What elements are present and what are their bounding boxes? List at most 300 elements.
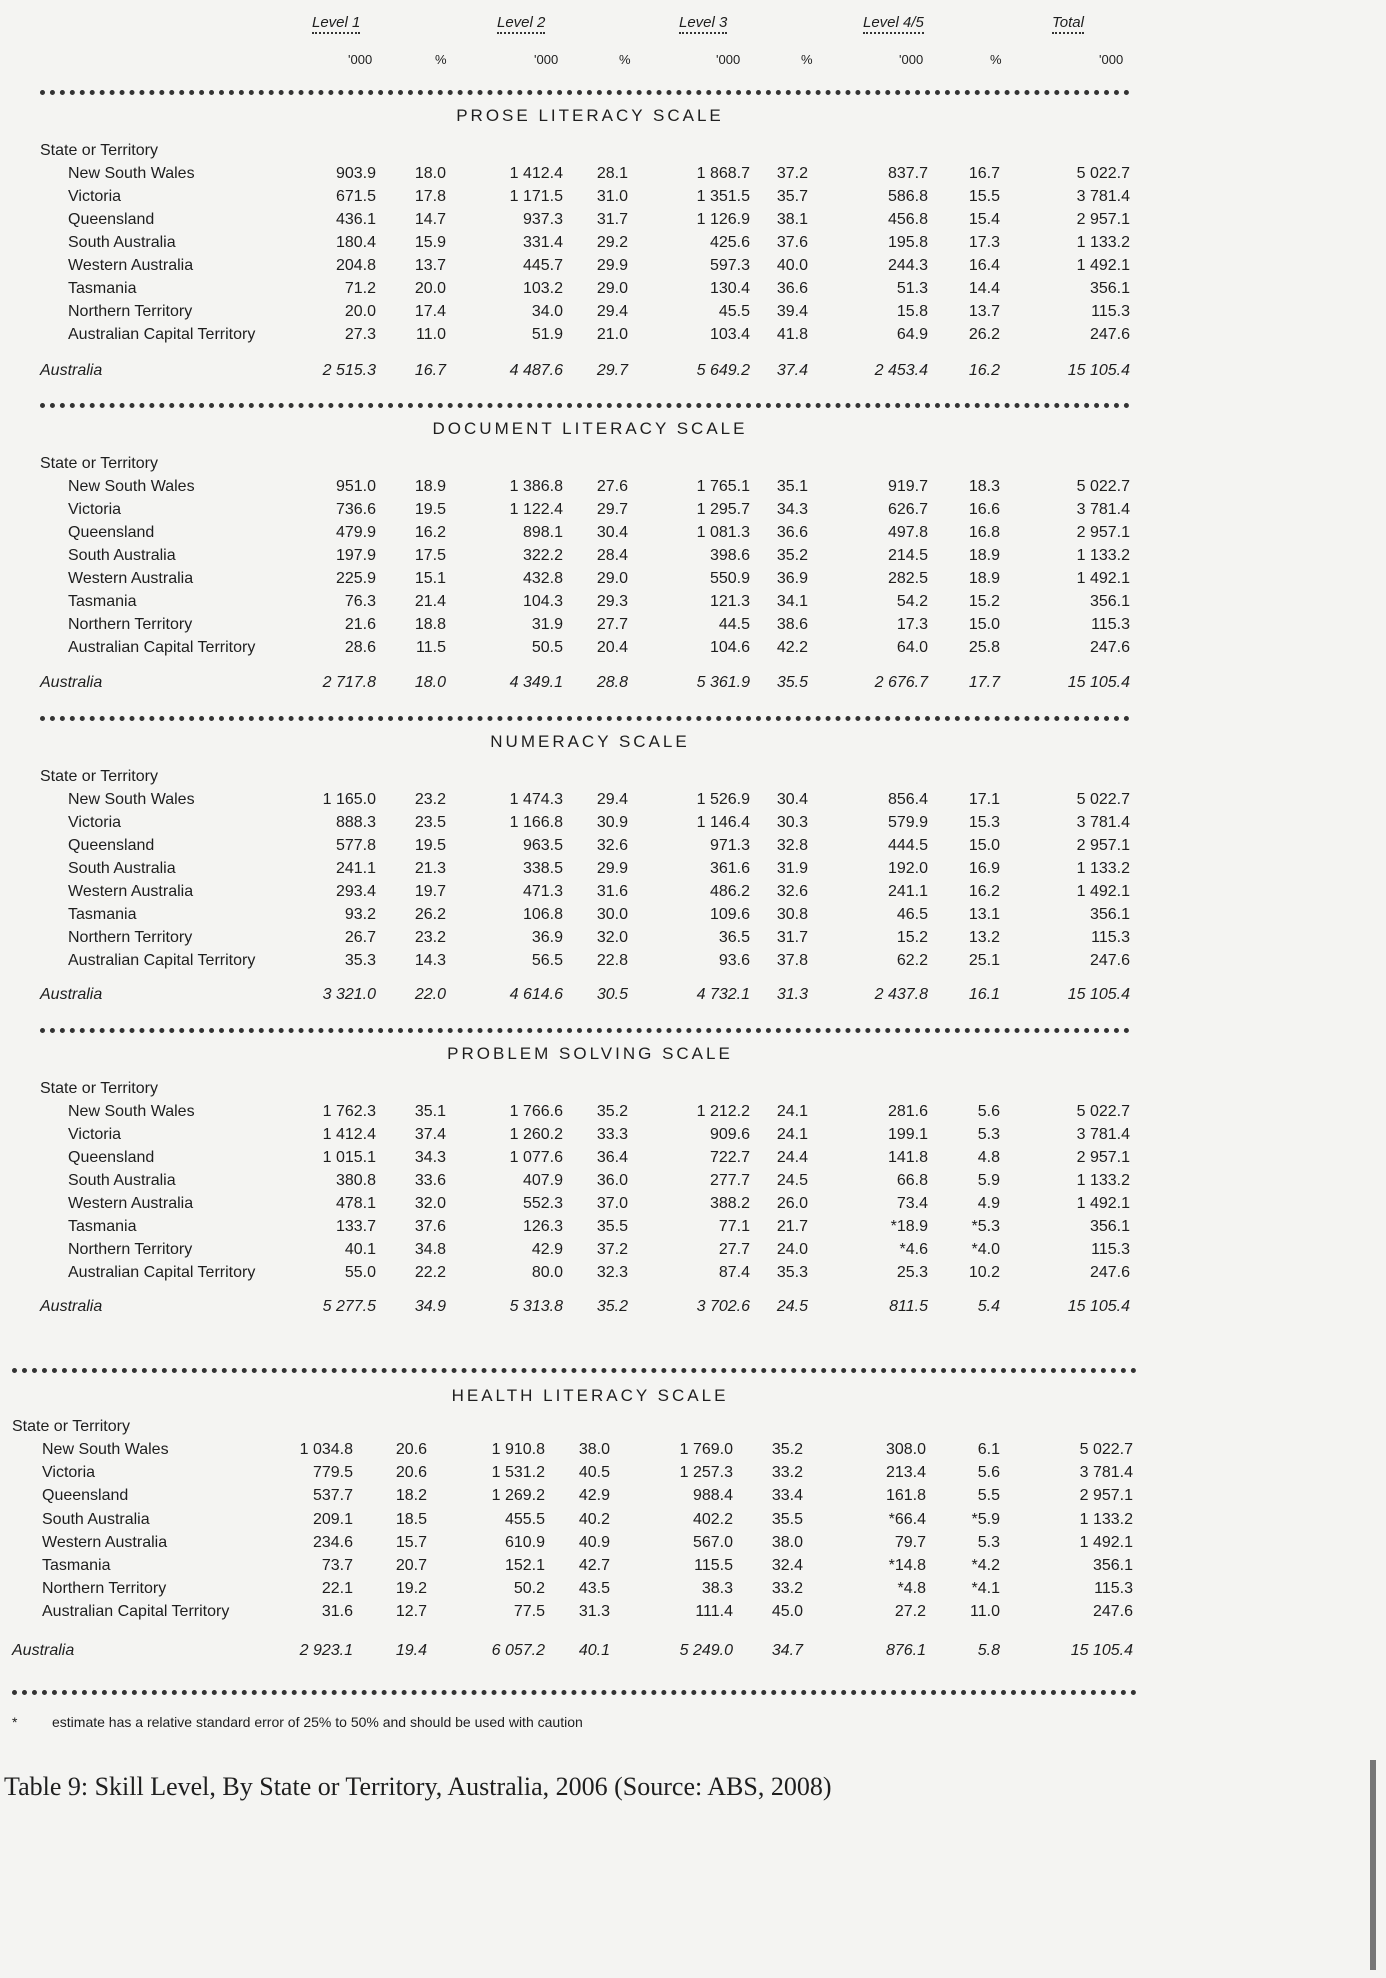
table-cell: 77.5 — [513, 1603, 545, 1620]
table-cell: 1 910.8 — [491, 1441, 545, 1458]
table-cell: 13.2 — [968, 929, 1000, 946]
table-cell: 37.2 — [776, 165, 808, 182]
table-cell: 2 453.4 — [874, 362, 928, 379]
table-cell: 356.1 — [1089, 906, 1130, 923]
table-cell: 35.1 — [776, 478, 808, 495]
table-cell: 21.6 — [344, 616, 376, 633]
table-row — [0, 478, 1386, 500]
table-cell: 2 515.3 — [322, 362, 376, 379]
table-cell: 35.2 — [771, 1441, 803, 1458]
table-cell: 1 081.3 — [696, 524, 750, 541]
table-cell: 811.5 — [889, 1298, 928, 1315]
table-cell: 3 702.6 — [696, 1298, 750, 1315]
table-cell: 1 269.2 — [491, 1487, 545, 1504]
table-cell: 80.0 — [531, 1264, 563, 1281]
table-cell: *5.3 — [971, 1218, 1000, 1235]
table-row — [0, 280, 1386, 302]
table-cell: 32.0 — [414, 1195, 446, 1212]
table-cell: 24.0 — [776, 1241, 808, 1258]
table-cell: 247.6 — [1089, 1264, 1130, 1281]
table-cell: *18.9 — [890, 1218, 928, 1235]
table-caption: Table 9: Skill Level, By State or Territory, Australia, 2006 (Source: ABS, 2008) — [4, 1772, 832, 1801]
table-cell: 919.7 — [887, 478, 928, 495]
table-cell: 34.8 — [414, 1241, 446, 1258]
table-cell: 2 957.1 — [1076, 524, 1130, 541]
table-cell: 241.1 — [335, 860, 376, 877]
table-cell: 30.8 — [776, 906, 808, 923]
table-row — [0, 883, 1386, 905]
table-cell: 38.0 — [771, 1534, 803, 1551]
table-row — [0, 1487, 1386, 1509]
table-cell: 5.5 — [977, 1487, 1000, 1504]
table-cell: 36.9 — [531, 929, 563, 946]
table-cell: 2 676.7 — [874, 674, 928, 691]
table-cell: 195.8 — [887, 234, 928, 251]
table-cell: *4.1 — [971, 1580, 1000, 1597]
table-cell: 36.6 — [776, 280, 808, 297]
table-cell: 4.8 — [977, 1149, 1000, 1166]
table-cell: 15.2 — [896, 929, 928, 946]
table-cell: 27.2 — [894, 1603, 926, 1620]
table-cell: 2 957.1 — [1076, 1149, 1130, 1166]
table-cell: 24.5 — [776, 1172, 808, 1189]
table-cell: 17.3 — [968, 234, 1000, 251]
table-cell: 18.9 — [968, 570, 1000, 587]
table-cell: 1 762.3 — [322, 1103, 376, 1120]
table-cell: 152.1 — [504, 1557, 545, 1574]
table-cell: 62.2 — [896, 952, 928, 969]
table-cell: 963.5 — [522, 837, 563, 854]
table-cell: 133.7 — [335, 1218, 376, 1235]
table-cell: 779.5 — [312, 1464, 353, 1481]
table-cell: 27.7 — [718, 1241, 750, 1258]
table-cell: 356.1 — [1089, 280, 1130, 297]
section-divider — [40, 1028, 1130, 1033]
table-cell: 16.9 — [968, 860, 1000, 877]
header-level-2: Level 2 — [497, 14, 545, 31]
table-cell: 445.7 — [522, 257, 563, 274]
total-row-label: Australia — [40, 986, 103, 1003]
table-cell: 14.4 — [968, 280, 1000, 297]
table-cell: 898.1 — [522, 524, 563, 541]
table-row — [0, 1149, 1386, 1171]
table-cell: 73.4 — [896, 1195, 928, 1212]
table-cell: 35.5 — [771, 1511, 803, 1528]
table-cell: 4.9 — [977, 1195, 1000, 1212]
table-cell: 115.5 — [694, 1557, 733, 1574]
section-divider — [40, 403, 1130, 408]
table-cell: 4 614.6 — [509, 986, 563, 1003]
table-cell: 26.2 — [968, 326, 1000, 343]
table-cell: 25.3 — [896, 1264, 928, 1281]
table-cell: 671.5 — [335, 188, 376, 205]
table-cell: 888.3 — [335, 814, 376, 831]
table-cell: 247.6 — [1089, 952, 1130, 969]
table-cell: 93.2 — [344, 906, 376, 923]
table-cell: 31.6 — [596, 883, 628, 900]
table-cell: 213.4 — [885, 1464, 926, 1481]
table-cell: 455.5 — [504, 1511, 545, 1528]
unit-level1-percent: % — [435, 52, 447, 67]
table-cell: 407.9 — [522, 1172, 563, 1189]
table-cell: 34.3 — [414, 1149, 446, 1166]
table-cell: 5 022.7 — [1076, 1103, 1130, 1120]
table-cell: 15 105.4 — [1067, 362, 1130, 379]
table-cell: 199.1 — [887, 1126, 928, 1143]
row-label: Northern Territory — [68, 303, 193, 320]
header-level-4-5: Level 4/5 — [863, 14, 924, 31]
table-cell: 4 349.1 — [509, 674, 563, 691]
table-cell: 29.0 — [596, 280, 628, 297]
unit-level45-percent: % — [990, 52, 1002, 67]
table-cell: 31.9 — [531, 616, 563, 633]
table-cell: 18.3 — [968, 478, 1000, 495]
table-cell: 15 105.4 — [1067, 674, 1130, 691]
section-title: PROSE LITERACY SCALE — [456, 106, 724, 125]
table-cell: 38.6 — [776, 616, 808, 633]
row-label: Queensland — [68, 524, 155, 541]
scan-edge-shadow — [1370, 1760, 1376, 1970]
table-cell: 444.5 — [887, 837, 928, 854]
table-row — [0, 1264, 1386, 1286]
table-row — [0, 593, 1386, 615]
table-cell: 13.7 — [414, 257, 446, 274]
table-cell: 277.7 — [709, 1172, 750, 1189]
table-cell: 87.4 — [718, 1264, 750, 1281]
table-cell: 64.9 — [896, 326, 928, 343]
table-cell: 31.0 — [596, 188, 628, 205]
row-label: Australian Capital Territory — [68, 1264, 256, 1281]
table-cell: 30.5 — [596, 986, 628, 1003]
table-cell: 17.8 — [414, 188, 446, 205]
table-row — [0, 188, 1386, 210]
table-cell: 244.3 — [887, 257, 928, 274]
table-cell: 35.1 — [414, 1103, 446, 1120]
table-cell: 22.2 — [414, 1264, 446, 1281]
table-row — [0, 1241, 1386, 1263]
table-cell: 3 781.4 — [1076, 501, 1130, 518]
table-cell: 1 126.9 — [696, 211, 750, 228]
row-label: Australian Capital Territory — [68, 326, 256, 343]
table-cell: 37.4 — [776, 362, 808, 379]
table-cell: 30.4 — [776, 791, 808, 808]
table-cell: 39.4 — [776, 303, 808, 320]
table-cell: 15 105.4 — [1070, 1642, 1133, 1659]
table-cell: 35.5 — [596, 1218, 628, 1235]
table-cell: 402.2 — [692, 1511, 733, 1528]
header-level-1: Level 1 — [312, 14, 360, 31]
table-cell: 293.4 — [335, 883, 376, 900]
table-row — [0, 1557, 1386, 1579]
row-label: Northern Territory — [68, 616, 193, 633]
table-cell: *66.4 — [888, 1511, 926, 1528]
table-row — [0, 501, 1386, 523]
table-cell: 31.9 — [776, 860, 808, 877]
table-cell: 1 386.8 — [509, 478, 563, 495]
table-row — [0, 952, 1386, 974]
table-cell: 15.9 — [414, 234, 446, 251]
table-cell: 1 492.1 — [1076, 257, 1130, 274]
table-cell: 837.7 — [887, 165, 928, 182]
table-cell: 331.4 — [522, 234, 563, 251]
table-row — [0, 1603, 1386, 1625]
table-row — [0, 1103, 1386, 1125]
state-or-territory-label: State or Territory — [40, 142, 158, 159]
table-cell: 24.5 — [776, 1298, 808, 1315]
table-row — [0, 234, 1386, 256]
table-cell: 1 765.1 — [696, 478, 750, 495]
row-label: Tasmania — [68, 280, 137, 297]
table-cell: 18.9 — [414, 478, 446, 495]
table-cell: 40.5 — [578, 1464, 610, 1481]
table-cell: 1 034.8 — [299, 1441, 353, 1458]
table-cell: 37.6 — [414, 1218, 446, 1235]
table-cell: 30.4 — [596, 524, 628, 541]
table-cell: 20.6 — [395, 1464, 427, 1481]
table-cell: 15.8 — [896, 303, 928, 320]
row-label: Queensland — [42, 1487, 129, 1504]
row-label: Western Australia — [68, 1195, 194, 1212]
table-cell: 35.2 — [596, 1298, 628, 1315]
table-cell: 1 351.5 — [696, 188, 750, 205]
table-cell: 197.9 — [335, 547, 376, 564]
table-cell: 28.6 — [344, 639, 376, 656]
row-label: New South Wales — [42, 1441, 169, 1458]
table-cell: 40.1 — [578, 1642, 610, 1659]
row-label: Northern Territory — [68, 1241, 193, 1258]
table-cell: 1 133.2 — [1076, 1172, 1130, 1189]
table-cell: 33.2 — [771, 1464, 803, 1481]
table-cell: 21.0 — [596, 326, 628, 343]
table-cell: 161.8 — [885, 1487, 926, 1504]
table-cell: 11.0 — [970, 1603, 1000, 1620]
unit-level3-percent: % — [801, 52, 813, 67]
table-cell: 18.0 — [414, 674, 446, 691]
table-cell: 34.9 — [414, 1298, 446, 1315]
table-cell: 27.6 — [596, 478, 628, 495]
table-cell: 577.8 — [335, 837, 376, 854]
table-cell: 567.0 — [692, 1534, 733, 1551]
table-cell: 34.1 — [776, 593, 808, 610]
table-cell: 537.7 — [312, 1487, 353, 1504]
table-row — [0, 1534, 1386, 1556]
table-cell: 115.3 — [1091, 303, 1130, 320]
table-cell: 44.5 — [718, 616, 750, 633]
table-cell: 24.1 — [776, 1103, 808, 1120]
table-cell: 15.0 — [968, 616, 1000, 633]
table-cell: 73.7 — [321, 1557, 353, 1574]
table-cell: 109.6 — [709, 906, 750, 923]
table-cell: 4 487.6 — [509, 362, 563, 379]
table-cell: 11.0 — [416, 326, 446, 343]
state-or-territory-label: State or Territory — [40, 455, 158, 472]
footnote-marker: * — [12, 1714, 18, 1730]
table-cell: 15.1 — [414, 570, 446, 587]
table-cell: 586.8 — [887, 188, 928, 205]
total-row — [0, 1298, 1386, 1320]
table-cell: *4.0 — [971, 1241, 1000, 1258]
table-cell: 1 015.1 — [322, 1149, 376, 1166]
table-cell: 30.3 — [776, 814, 808, 831]
table-cell: 29.4 — [596, 791, 628, 808]
table-cell: 22.0 — [414, 986, 446, 1003]
table-cell: 17.3 — [896, 616, 928, 633]
table-cell: *4.6 — [899, 1241, 928, 1258]
table-cell: 5 249.0 — [679, 1642, 733, 1659]
table-cell: 19.4 — [395, 1642, 427, 1659]
table-cell: 937.3 — [522, 211, 563, 228]
table-cell: 1 077.6 — [509, 1149, 563, 1166]
table-cell: 16.4 — [968, 257, 1000, 274]
table-row — [0, 211, 1386, 233]
row-label: Australian Capital Territory — [68, 952, 256, 969]
table-cell: 388.2 — [709, 1195, 750, 1212]
table-cell: 241.1 — [887, 883, 928, 900]
table-cell: 36.4 — [596, 1149, 628, 1166]
table-cell: 16.6 — [968, 501, 1000, 518]
table-cell: 20.6 — [395, 1441, 427, 1458]
table-cell: 20.0 — [414, 280, 446, 297]
table-cell: 27.3 — [344, 326, 376, 343]
table-cell: 29.2 — [596, 234, 628, 251]
table-cell: 380.8 — [335, 1172, 376, 1189]
row-label: Queensland — [68, 837, 155, 854]
row-label: Queensland — [68, 1149, 155, 1166]
table-cell: 19.2 — [395, 1580, 427, 1597]
table-cell: 1 133.2 — [1076, 547, 1130, 564]
table-cell: 18.9 — [968, 547, 1000, 564]
table-cell: 5.3 — [977, 1126, 1000, 1143]
table-row — [0, 906, 1386, 928]
table-cell: 736.6 — [335, 501, 376, 518]
unit-level45-thousands: '000 — [899, 52, 924, 67]
table-row — [0, 860, 1386, 882]
table-cell: 1 133.2 — [1079, 1511, 1133, 1528]
table-cell: 876.1 — [885, 1642, 926, 1659]
table-cell: 16.7 — [968, 165, 1000, 182]
table-cell: *4.2 — [971, 1557, 1000, 1574]
table-row — [0, 547, 1386, 569]
table-cell: 36.6 — [776, 524, 808, 541]
total-row — [0, 362, 1386, 384]
table-cell: 26.2 — [414, 906, 446, 923]
table-cell: 3 321.0 — [322, 986, 376, 1003]
table-cell: 6 057.2 — [491, 1642, 545, 1659]
section-divider — [40, 90, 1130, 95]
table-cell: 4 732.1 — [696, 986, 750, 1003]
table-cell: 209.1 — [312, 1511, 353, 1528]
section-title: NUMERACY SCALE — [490, 732, 690, 751]
table-cell: 6.1 — [977, 1441, 1000, 1458]
table-cell: 15.7 — [395, 1534, 427, 1551]
table-cell: 1 492.1 — [1076, 570, 1130, 587]
table-cell: 23.5 — [414, 814, 446, 831]
table-cell: 1 122.4 — [509, 501, 563, 518]
table-cell: 10.2 — [968, 1264, 1000, 1281]
table-cell: 27.7 — [596, 616, 628, 633]
table-cell: 204.8 — [335, 257, 376, 274]
unit-level1-thousands: '000 — [348, 52, 373, 67]
table-cell: 32.4 — [771, 1557, 803, 1574]
table-cell: 1 257.3 — [679, 1464, 733, 1481]
table-cell: 903.9 — [335, 165, 376, 182]
table-cell: 15 105.4 — [1067, 986, 1130, 1003]
total-row-label: Australia — [40, 362, 103, 379]
table-cell: 17.5 — [414, 547, 446, 564]
table-cell: 1 769.0 — [679, 1441, 733, 1458]
table-cell: 29.7 — [596, 501, 628, 518]
table-row — [0, 1580, 1386, 1602]
table-cell: 14.3 — [414, 952, 446, 969]
table-cell: 5.6 — [977, 1103, 1000, 1120]
table-cell: 50.5 — [531, 639, 563, 656]
table-cell: 64.0 — [896, 639, 928, 656]
table-cell: 282.5 — [887, 570, 928, 587]
table-cell: 2 437.8 — [874, 986, 928, 1003]
table-cell: 180.4 — [335, 234, 376, 251]
row-label: South Australia — [68, 860, 176, 877]
table-cell: 1 212.2 — [696, 1103, 750, 1120]
table-cell: 13.7 — [968, 303, 1000, 320]
table-cell: 42.9 — [531, 1241, 563, 1258]
table-cell: 36.9 — [776, 570, 808, 587]
row-label: Victoria — [42, 1464, 96, 1481]
table-cell: 21.3 — [414, 860, 446, 877]
table-cell: *4.8 — [897, 1580, 926, 1597]
table-cell: 111.4 — [695, 1603, 733, 1620]
row-label: South Australia — [68, 547, 176, 564]
unit-level3-thousands: '000 — [716, 52, 741, 67]
table-cell: 5 277.5 — [322, 1298, 376, 1315]
table-cell: 29.3 — [596, 593, 628, 610]
table-cell: 398.6 — [709, 547, 750, 564]
table-cell: 432.8 — [522, 570, 563, 587]
table-cell: 3 781.4 — [1076, 1126, 1130, 1143]
table-cell: 2 957.1 — [1076, 837, 1130, 854]
table-cell: 5.9 — [977, 1172, 1000, 1189]
table-cell: 5 313.8 — [509, 1298, 563, 1315]
table-cell: 23.2 — [414, 791, 446, 808]
row-label: South Australia — [68, 234, 176, 251]
table-cell: 22.8 — [596, 952, 628, 969]
table-row — [0, 639, 1386, 661]
row-label: Western Australia — [68, 257, 194, 274]
row-label: New South Wales — [68, 478, 195, 495]
table-cell: 5.8 — [977, 1642, 1000, 1659]
table-cell: 5.4 — [977, 1298, 1000, 1315]
table-cell: 15.2 — [968, 593, 1000, 610]
table-cell: 308.0 — [885, 1441, 926, 1458]
table-cell: 20.7 — [395, 1557, 427, 1574]
row-label: New South Wales — [68, 791, 195, 808]
table-cell: 21.7 — [776, 1218, 808, 1235]
table-row — [0, 929, 1386, 951]
table-cell: 16.2 — [968, 362, 1000, 379]
table-cell: 36.0 — [596, 1172, 628, 1189]
table-cell: 497.8 — [887, 524, 928, 541]
table-cell: 31.6 — [321, 1603, 353, 1620]
row-label: Tasmania — [42, 1557, 111, 1574]
table-cell: 471.3 — [522, 883, 563, 900]
table-cell: 34.3 — [776, 501, 808, 518]
table-cell: 103.2 — [522, 280, 563, 297]
table-cell: 550.9 — [709, 570, 750, 587]
table-cell: 1 295.7 — [696, 501, 750, 518]
table-cell: 34.7 — [771, 1642, 803, 1659]
table-cell: 115.3 — [1094, 1580, 1133, 1597]
table-cell: 486.2 — [709, 883, 750, 900]
table-cell: 988.4 — [692, 1487, 733, 1504]
